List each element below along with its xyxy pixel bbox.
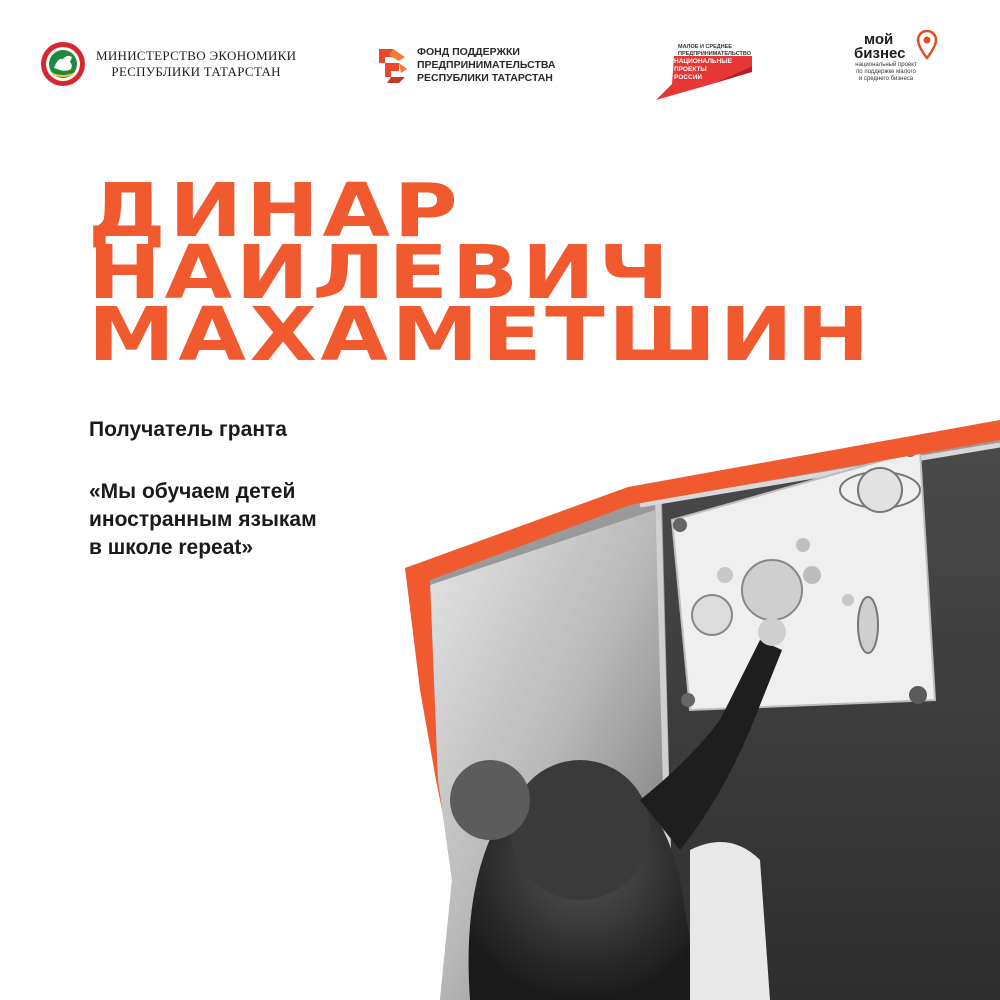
mb-word-biznes: бизнес [854, 45, 906, 62]
national-projects-logo [652, 44, 760, 100]
name-line3: МАХАМЕТШИН [88, 292, 873, 378]
fund-line2: ПРЕДПРИНИМАТЕЛЬСТВА [417, 58, 556, 71]
mb-tag-line1: национальный проект [855, 62, 917, 68]
mb-tag-line3: и среднего бизнеса [858, 76, 914, 82]
ministry-line1: МИНИСТЕРСТВО ЭКОНОМИКИ [96, 48, 297, 63]
role-label: Получатель гранта [89, 418, 287, 441]
solar-system-poster [672, 450, 935, 710]
fund-name [417, 46, 556, 85]
fund-line3: РЕСПУБЛИКИ ТАТАРСТАН [417, 71, 553, 84]
np-title-line2: ПРОЕКТЫ [674, 66, 707, 73]
np-title-line1: НАЦИОНАЛЬНЫЕ [674, 58, 732, 65]
np-title-line3: РОССИИ [674, 74, 703, 81]
quote-line1: «Мы обучаем детей [89, 480, 296, 503]
np-subtitle-line1: МАЛОЕ И СРЕДНЕЕ [678, 44, 732, 50]
np-title [674, 58, 732, 82]
fund-logo [377, 43, 567, 87]
ministry-name [96, 48, 296, 80]
fund-line1: ФОНД ПОДДЕРЖКИ [417, 45, 520, 58]
person-name [88, 168, 873, 378]
np-subtitle-line2: ПРЕДПРИНИМАТЕЛЬСТВО [678, 50, 751, 57]
photo-frame [405, 420, 1000, 1000]
mb-word-moy: мой [864, 31, 894, 48]
quote-text [89, 478, 419, 562]
name-line1: ДИНАР [88, 168, 462, 254]
tatarstan-emblem-icon [40, 41, 86, 87]
mb-tag-line2: по поддержке малого [856, 69, 916, 75]
quote-line3: в школе repeat» [89, 536, 254, 559]
moy-biznes-logo [848, 30, 948, 86]
np-subtitle [678, 44, 751, 57]
fund-mark-icon [377, 45, 409, 85]
quote-line2: иностранным языкам [89, 508, 317, 531]
mb-tagline [848, 62, 924, 83]
name-line2: НАИЛЕВИЧ [88, 230, 673, 316]
ministry-line2: РЕСПУБЛИКИ ТАТАРСТАН [111, 64, 281, 79]
ministry-logo [40, 40, 310, 88]
map-pin-icon [916, 30, 938, 60]
